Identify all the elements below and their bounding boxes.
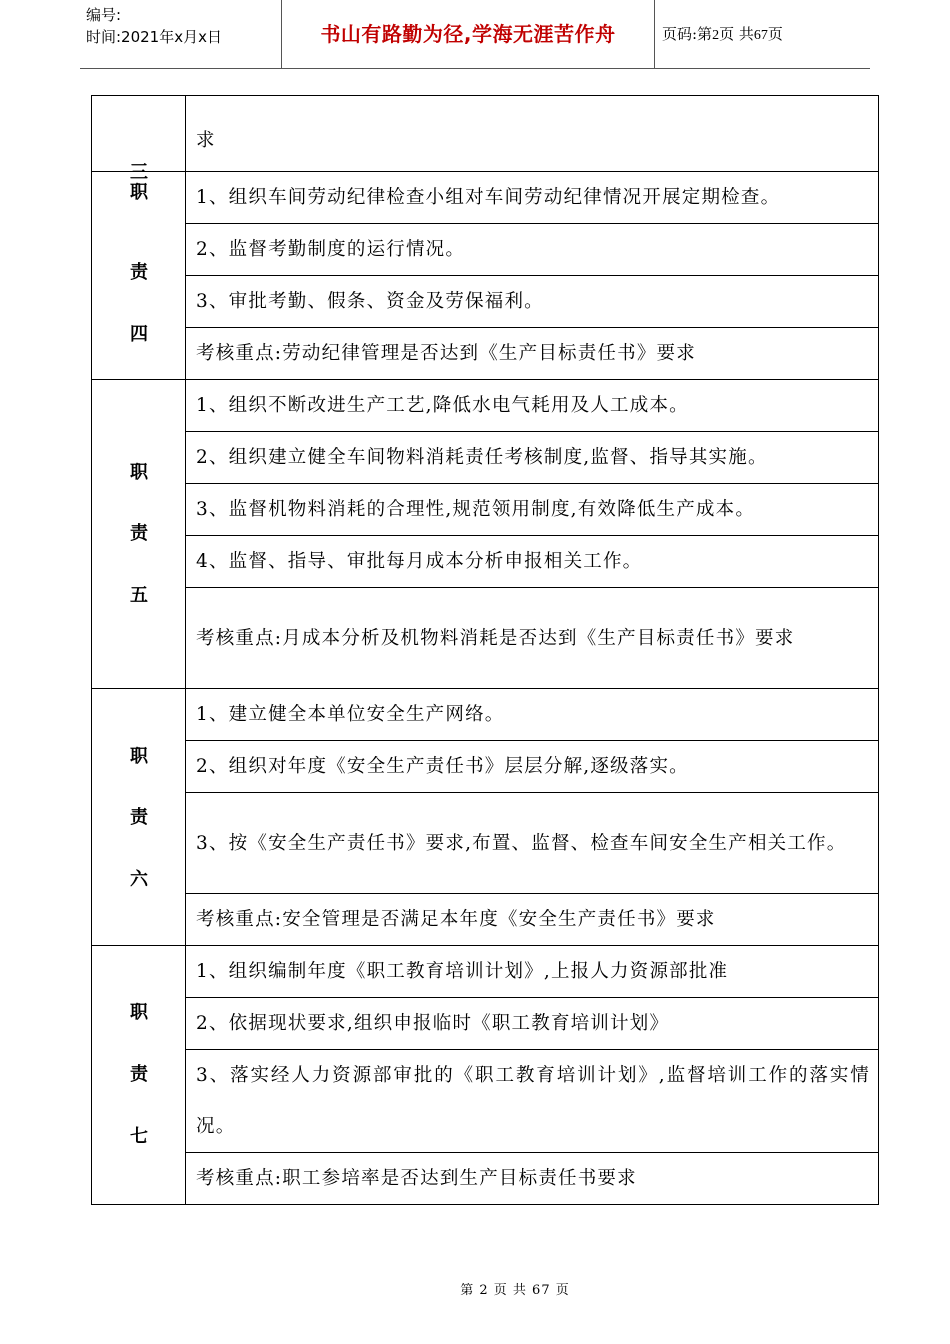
duty-text: 3、监督机物料消耗的合理性,规范领用制度,有效降低生产成本。	[196, 499, 756, 520]
header-motto: 书山有路勤为径,学海无涯苦作舟	[320, 22, 616, 46]
header-meta	[86, 4, 286, 48]
duty-label-char: 七	[130, 1126, 148, 1147]
duty-text: 1、建立健全本单位安全生产网络。	[196, 704, 505, 725]
table-row	[92, 998, 879, 1050]
duty-text-cell	[186, 276, 879, 328]
page-mid: 页 共	[719, 25, 754, 43]
assessment-focus: 考核重点:月成本分析及机物料消耗是否达到《生产目标责任书》要求	[196, 627, 795, 649]
table-row	[92, 484, 879, 536]
duty-label-char: 四	[130, 324, 148, 345]
table-row	[92, 536, 879, 588]
duty-label-char: 职	[130, 182, 148, 203]
duty-text-cell	[186, 894, 879, 946]
duty-label-char: 职	[130, 1002, 148, 1023]
page-suffix: 页	[767, 25, 783, 43]
duties-table	[91, 95, 879, 1205]
page-prefix: 页码:第	[662, 25, 713, 43]
assessment-focus: 考核重点:劳动纪律管理是否达到《生产目标责任书》要求	[196, 343, 696, 364]
duty-text: 2、组织对年度《安全生产责任书》层层分解,逐级落实。	[196, 756, 689, 777]
duty-text-cell	[186, 588, 879, 689]
header-page-number	[662, 0, 783, 68]
duty-text-cell	[186, 998, 879, 1050]
table-row	[92, 793, 879, 894]
duty-text: 3、落实经人力资源部审批的《职工教育培训计划》,监督培训工作的落实情况。	[196, 1065, 870, 1137]
duty-label-char: 责	[130, 1064, 148, 1085]
duty-text: 2、依据现状要求,组织申报临时《职工教育培训计划》	[196, 1013, 670, 1034]
duty-label-char: 职	[130, 462, 148, 483]
table-row	[92, 380, 879, 432]
table-row	[92, 946, 879, 998]
duty-text-cell	[186, 432, 879, 484]
duty-text-cell	[186, 536, 879, 588]
duty-label-cell	[92, 689, 186, 946]
duty-text-cell	[186, 380, 879, 432]
duty-label-char: 六	[130, 869, 148, 890]
table-row	[92, 689, 879, 741]
duty-text: 3、审批考勤、假条、资金及劳保福利。	[196, 291, 544, 312]
duty-text: 1、组织不断改进生产工艺,降低水电气耗用及人工成本。	[196, 395, 689, 416]
page-total: 67	[753, 28, 768, 43]
table-row	[92, 172, 879, 224]
table-row	[92, 1153, 879, 1205]
table-row	[92, 224, 879, 276]
page-header	[80, 0, 870, 69]
duty-label-char: 责	[130, 523, 148, 544]
duty-label-cell	[92, 380, 186, 689]
duty-label-char: 职	[130, 746, 148, 767]
duty-text-cell	[186, 224, 879, 276]
duty-text-cell	[186, 946, 879, 998]
duty-label-char: 五	[130, 585, 148, 606]
duty-text: 求	[196, 129, 216, 151]
duty-text: 1、组织车间劳动纪律检查小组对车间劳动纪律情况开展定期检查。	[196, 187, 781, 208]
duty-label-char: 责	[130, 262, 148, 283]
duty-text-cell	[186, 96, 879, 172]
duty-text-cell	[186, 741, 879, 793]
duty-text-cell	[186, 484, 879, 536]
page-current: 2	[712, 28, 720, 43]
duty-text: 4、监督、指导、审批每月成本分析申报相关工作。	[196, 551, 643, 572]
table-row	[92, 96, 879, 172]
table-row	[92, 328, 879, 380]
duty-label-char: 责	[130, 807, 148, 828]
duty-text-cell	[186, 1153, 879, 1205]
code-label: 编号:	[86, 6, 122, 24]
duty-label-char: 三	[130, 162, 148, 183]
table-row	[92, 588, 879, 689]
duty-text-cell	[186, 172, 879, 224]
duty-text: 2、组织建立健全车间物料消耗责任考核制度,监督、指导其实施。	[196, 447, 768, 468]
table-row	[92, 741, 879, 793]
table-row	[92, 894, 879, 946]
duty-text-cell	[186, 689, 879, 741]
duty-text: 2、监督考勤制度的运行情况。	[196, 239, 466, 260]
page-footer: 第 2 页 共 67 页	[460, 1283, 570, 1298]
duty-label-cell	[92, 172, 186, 380]
header-divider	[654, 0, 655, 68]
duty-text-cell	[186, 1050, 879, 1153]
duty-text: 3、按《安全生产责任书》要求,布置、监督、检查车间安全生产相关工作。	[196, 832, 847, 854]
duty-text-cell	[186, 793, 879, 894]
duty-text-cell	[186, 328, 879, 380]
assessment-focus: 考核重点:职工参培率是否达到生产目标责任书要求	[196, 1168, 637, 1189]
table-row	[92, 1050, 879, 1153]
duty-text: 1、组织编制年度《职工教育培训计划》,上报人力资源部批准	[196, 961, 729, 982]
table-row	[92, 432, 879, 484]
duty-label-cell	[92, 96, 186, 183]
assessment-focus: 考核重点:安全管理是否满足本年度《安全生产责任书》要求	[196, 909, 716, 930]
duty-label-cell	[92, 946, 186, 1205]
time-line: 时间:2021年x月x日	[86, 28, 222, 46]
table-row	[92, 276, 879, 328]
